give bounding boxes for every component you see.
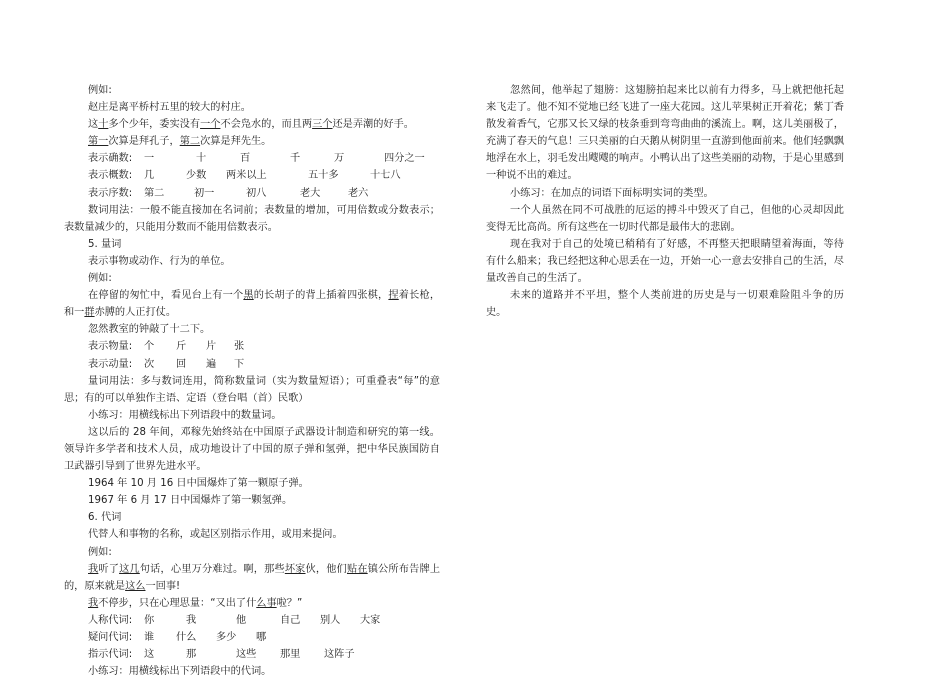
- row-item: 老六: [348, 187, 369, 199]
- example-sentence: [64, 116, 440, 133]
- row-item: 次: [144, 358, 155, 370]
- row-item: 这些: [236, 649, 257, 661]
- row-item: 别人: [320, 614, 341, 626]
- row-item: 个: [144, 341, 155, 353]
- example-heading: 例如:: [88, 273, 112, 285]
- exercise-paragraph: 一个人虽然在同不可战胜的厄运的搏斗中毁灭了自己，但他的心灵却因此变得无比高尚。所有这些在一切时代都是最伟大的悲剧。: [486, 204, 844, 233]
- row-item: 四分之一: [384, 153, 425, 165]
- section-title: 6. 代词: [88, 512, 122, 524]
- section-title: 5. 量词: [88, 238, 122, 250]
- row-item: 哪: [256, 632, 267, 643]
- example-heading: 例如:: [88, 85, 112, 96]
- row-item: 几: [144, 170, 155, 182]
- example-paragraph: [64, 561, 440, 595]
- section-definition: 表示事物或动作、行为的单位。: [88, 255, 231, 267]
- row-label: 表示序数:: [88, 187, 133, 199]
- underlined-word: 第二: [179, 136, 201, 148]
- text: 次算是拜孔子，: [108, 136, 180, 148]
- exercise-paragraph: 未来的道路并不平坦，整个人类前进的历史是与一切艰难险阻斗争的历史。: [486, 290, 844, 319]
- exercise-paragraph: 这以后的 28 年间，邓稼先始终站在中国原子武器设计制造和研究的第一线。领导许多学者和技术人员，成功地设计了中国的原子弹和氢弹，把中华民族国防自卫武器引导到了世界先进水平。: [64, 426, 440, 473]
- right-column: [486, 82, 844, 321]
- row-item: 一: [144, 153, 155, 165]
- underlined-word: 一个: [200, 119, 221, 131]
- row-item: 他: [236, 614, 247, 626]
- example-sentence: 赵庄是离平桥村五里的较大的村庄。: [88, 102, 251, 114]
- ordinal-numbers-row: [64, 185, 440, 202]
- row-item: 万: [334, 153, 345, 165]
- row-item: 十七八: [370, 170, 401, 182]
- cardinal-numbers-row: [64, 150, 440, 167]
- row-item: 两米以上: [226, 170, 267, 182]
- text: 句话，心里万分难过。啊，那些: [139, 563, 285, 575]
- underlined-word: 捏: [388, 290, 399, 302]
- example-paragraph: [64, 287, 440, 321]
- underlined-word: 贴在: [346, 563, 368, 575]
- section-definition: 代替人和事物的名称，或起区别指示作用，或用来提问。: [88, 529, 343, 541]
- personal-pronouns-row: [64, 612, 440, 629]
- row-label: 表示动量:: [88, 358, 133, 370]
- row-label: 表示确数:: [88, 153, 133, 165]
- underlined-word: 黑: [243, 290, 254, 302]
- example-heading: 例如:: [88, 546, 112, 558]
- row-label: 表示物量:: [88, 341, 133, 353]
- row-item: 片: [206, 341, 217, 353]
- underlined-word: 这几: [119, 563, 140, 575]
- row-item: 下: [234, 358, 245, 370]
- row-item: 谁: [144, 632, 155, 643]
- row-label: 人称代词:: [88, 614, 133, 626]
- row-item: 初一: [194, 187, 215, 199]
- underlined-word: 十: [98, 119, 109, 131]
- row-item: 这: [144, 649, 155, 661]
- row-item: 遍: [206, 358, 217, 370]
- text: 一回事!: [145, 580, 181, 592]
- text: 还是弄潮的好手。: [332, 119, 414, 131]
- text: 在停留的匆忙中，看见台上有一个: [88, 290, 244, 302]
- exercise-instruction: 小练习：用横线标出下列语段中的数量词。: [88, 409, 282, 421]
- row-item: 自己: [280, 614, 301, 626]
- text: 听了: [98, 563, 120, 575]
- row-item: 那里: [280, 649, 301, 661]
- measure-usage-note: 量词用法：多与数词连用，简称数量词（实为数量短语）；可重叠表“每”的意思；有的可以单独作主语、定语（登台唱（首）民歌）: [64, 375, 440, 404]
- example-sentence: 忽然教室的钟敲了十二下。: [88, 324, 211, 336]
- action-measure-row: [64, 356, 440, 373]
- row-item: 百: [240, 153, 251, 165]
- row-item: 大家: [360, 614, 381, 626]
- underlined-word: 三个: [312, 119, 333, 131]
- row-item: 回: [176, 358, 187, 370]
- row-item: 斤: [176, 341, 187, 353]
- exercise-paragraph: 现在我对于自己的处境已稍稍有了好感，不再整天把眼睛望着海面，等待有什么船来；我已经把这种心思丢在一边，开始一心一意去安排自己的生活，尽量改善自己的生活了。: [486, 238, 844, 285]
- row-item: 初八: [246, 187, 267, 199]
- text: 镇公所布告牌上的，原来就是: [64, 563, 441, 592]
- example-sentence: [64, 133, 440, 150]
- row-item: 这阵子: [324, 649, 355, 661]
- text: 的长胡子的背上插着四张棋，: [253, 290, 389, 302]
- demonstrative-pronouns-row: [64, 646, 440, 663]
- underlined-word: 么事: [256, 597, 277, 609]
- exercise-instruction: 小练习：在加点的词语下面标明实词的类型。: [510, 187, 714, 199]
- row-item: 多少: [216, 632, 237, 643]
- row-item: 张: [234, 341, 245, 353]
- thing-measure-row: [64, 338, 440, 355]
- numeral-usage-note: 数词用法：一般不能直接加在名词前；表数量的增加，可用倍数或分数表示；表数量减少的，只能用分数而不能用倍数表示。: [64, 204, 440, 233]
- interrogative-pronouns-row: [64, 629, 440, 646]
- row-label: 疑问代词:: [88, 632, 133, 643]
- row-item: 十: [196, 153, 207, 165]
- row-item: 老大: [300, 187, 321, 199]
- exercise-sentence: 1964 年 10 月 16 日中国爆炸了第一颗原子弹。: [88, 478, 309, 490]
- example-sentence: [64, 595, 440, 612]
- row-item: 你: [144, 614, 155, 626]
- row-item: 我: [186, 614, 197, 626]
- underlined-word: 坏家: [284, 563, 306, 575]
- text: 伙，他们: [305, 563, 347, 575]
- text: 不会凫水的，而且两: [220, 119, 313, 131]
- row-item: 第二: [144, 187, 165, 199]
- row-label: 指示代词:: [88, 649, 133, 661]
- text: 不停步，只在心理思量：“又出了什: [98, 597, 257, 609]
- exercise-paragraph: 忽然间，他举起了翅膀：这翅膀拍起来比以前有力得多，马上就把他托起来飞走了。他不知不觉地已经飞进了一座大花园。这儿苹果树正开着花；紫丁香散发着香气，它那又长又绿的枝条垂到弯弯曲曲的溪流上。啊，这儿美丽极了，充满了春天的气息！三只美丽的白天鹅从树阴里一直游到他面前来。他们轻飘飘地浮在水上，羽毛发出飕飕的响声。小鸭认出了这些美丽的动物，于是心里感到一种说不出的难过。: [486, 85, 844, 182]
- underlined-word: 我: [88, 563, 99, 575]
- row-item: 什么: [176, 632, 197, 643]
- exercise-sentence: 1967 年 6 月 17 日中国爆炸了第一颗氢弹。: [88, 495, 293, 507]
- text: 啦？”: [276, 597, 303, 609]
- text: 次算是拜先生。: [200, 136, 272, 148]
- text: 多个少年，委实没有: [108, 119, 201, 131]
- row-item: 少数: [186, 170, 207, 182]
- text: 着长枪，和一: [64, 290, 441, 319]
- text: 赤膊的人正打仗。: [94, 307, 177, 319]
- text: 这: [88, 119, 99, 131]
- row-label: 表示概数:: [88, 170, 133, 182]
- left-column: [64, 82, 440, 680]
- underlined-word: 我: [88, 597, 99, 609]
- row-item: 那: [186, 649, 197, 661]
- underlined-word: 这么: [125, 580, 146, 592]
- exercise-instruction: 小练习：用横线标出下列语段中的代词。: [88, 666, 272, 678]
- underlined-word: 第一: [88, 136, 109, 148]
- row-item: 五十多: [308, 170, 339, 182]
- underlined-word: 群: [84, 307, 95, 319]
- approx-numbers-row: [64, 167, 440, 184]
- row-item: 千: [290, 153, 301, 165]
